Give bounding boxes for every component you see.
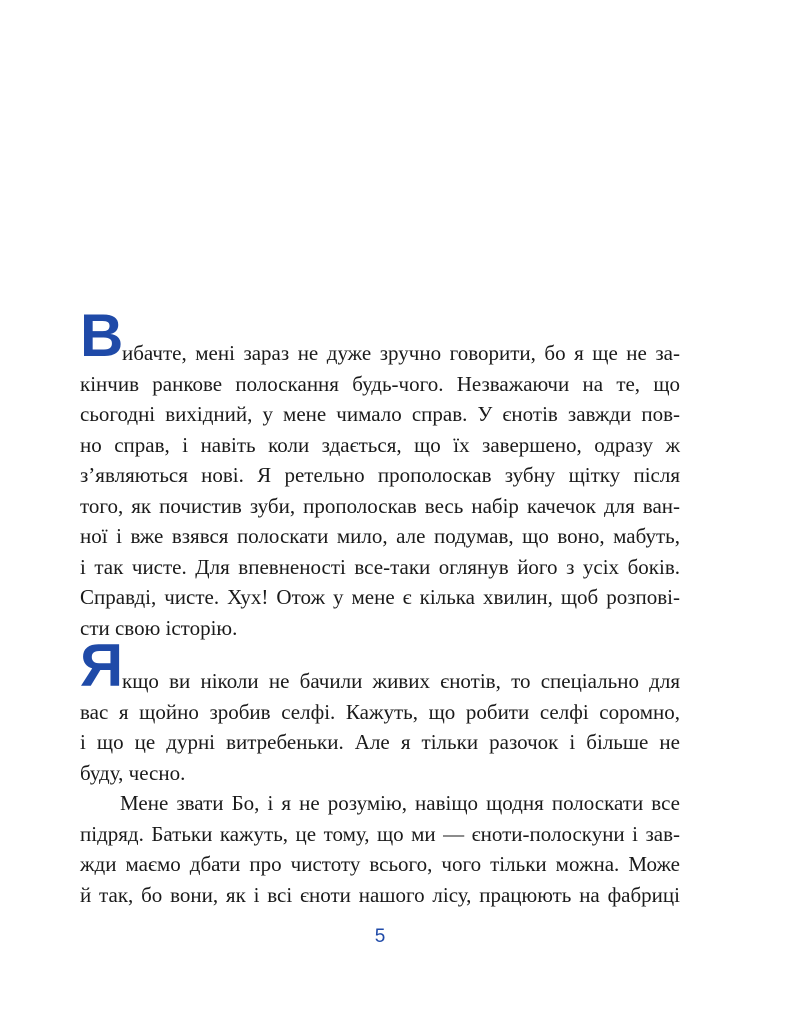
text-line: й так, бо вони, як і всі єноти нашого лісу, працюють на фабриці	[80, 882, 680, 907]
text-line: сти свою історію.	[80, 615, 238, 640]
text-line: жди маємо дбати про чистоту всього, чого тільки можна. Може	[80, 852, 680, 876]
dropcap-paragraph-1: В	[80, 302, 122, 369]
text-line: і так чисте. Для впевненості все-таки оглянув його з усіх боків.	[80, 554, 680, 579]
text-line: Справді, чисте. Хух! Отож у мене є кілька хвилин, щоб розпові-	[80, 585, 680, 609]
text-line: з’являються нові. Я ретельно прополоскав зубну щітку після	[80, 463, 680, 487]
text-line: Мене звати Бо, і я не розумію, навіщо щодня полоскати все	[120, 791, 680, 815]
text-line: підряд. Батьки кажуть, це тому, що ми — єноти-полоскуни і зав-	[80, 821, 680, 846]
text-line: сьогодні вихідний, у мене чимало справ. У єнотів завжди пов-	[80, 402, 680, 426]
paragraph-2	[80, 666, 680, 910]
text-line: но справ, і навіть коли здається, що їх завершено, одразу ж	[80, 432, 680, 457]
dropcap-paragraph-2: Я	[80, 632, 122, 699]
text-line: і що це дурні витребеньки. Але я тільки разочок і більше не	[80, 730, 680, 754]
text-line: вас я щойно зробив селфі. Кажуть, що робити селфі соромно,	[80, 699, 680, 724]
text-line: ибачте, мені зараз не дуже зручно говорити, бо я ще не за-	[122, 341, 680, 365]
text-line: того, як почистив зуби, прополоскав весь набір качечок для ван-	[80, 493, 680, 518]
page-number: 5	[374, 926, 386, 947]
paragraph-1	[80, 338, 680, 643]
text-line: ної і вже взявся полоскати мило, але подумав, що воно, мабуть,	[80, 524, 680, 548]
text-line: кінчив ранкове полоскання будь-чого. Незважаючи на те, що	[80, 371, 680, 396]
text-line: буду, чесно.	[80, 760, 186, 785]
text-line: кщо ви ніколи не бачили живих єнотів, то спеціально для	[122, 669, 680, 693]
